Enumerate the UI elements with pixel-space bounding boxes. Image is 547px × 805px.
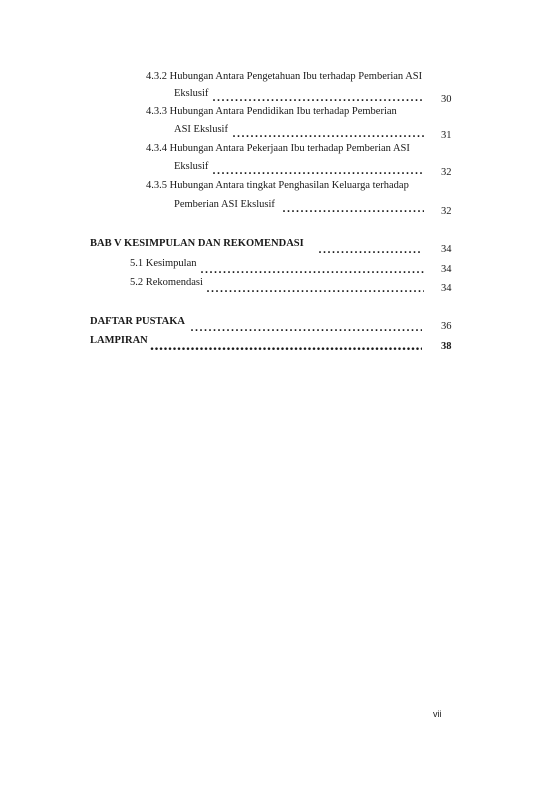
toc-chapter-bab-v: BAB V KESIMPULAN DAN REKOMENDASI <box>90 238 304 249</box>
toc-leader-dots <box>190 318 422 331</box>
toc-page-number: 32 <box>441 206 452 217</box>
toc-page-number: 30 <box>441 94 452 105</box>
toc-entry-4-3-2-line1: 4.3.2 Hubungan Antara Pengetahuan Ibu terhadap Pemberian ASI <box>146 71 423 82</box>
page-number: vii <box>433 709 442 719</box>
toc-entry-4-3-5-line1: 4.3.5 Hubungan Antara tingkat Penghasilan Keluarga terhadap <box>146 180 409 191</box>
toc-page-number: 34 <box>441 244 452 255</box>
toc-leader-dots <box>282 199 424 212</box>
toc-page-number: 34 <box>441 264 452 275</box>
toc-leader-dots <box>318 240 422 253</box>
toc-leader-dots <box>232 124 424 137</box>
toc-leader-dots <box>206 279 424 292</box>
toc-leader-dots <box>200 260 424 273</box>
toc-leader-dots <box>150 337 422 350</box>
toc-entry-4-3-4-line2: Ekslusif <box>174 161 209 172</box>
toc-lampiran: LAMPIRAN <box>90 335 148 346</box>
toc-daftar-pustaka: DAFTAR PUSTAKA <box>90 316 185 327</box>
toc-leader-dots <box>212 88 424 101</box>
toc-page-number: 38 <box>441 341 452 352</box>
toc-page-number: 32 <box>441 167 452 178</box>
toc-page-number: 36 <box>441 321 452 332</box>
toc-entry-4-3-3-line2: ASI Ekslusif <box>174 124 228 135</box>
toc-entry-4-3-2-line2: Ekslusif <box>174 88 209 99</box>
toc-entry-5-1: 5.1 Kesimpulan <box>130 258 197 269</box>
toc-entry-5-2: 5.2 Rekomendasi <box>130 277 203 288</box>
toc-page-number: 34 <box>441 283 452 294</box>
toc-page-number: 31 <box>441 130 452 141</box>
toc-entry-4-3-3-line1: 4.3.3 Hubungan Antara Pendidikan Ibu terhadap Pemberian <box>146 106 397 117</box>
toc-leader-dots <box>212 161 424 174</box>
toc-entry-4-3-5-line2: Pemberian ASI Ekslusif <box>174 199 275 210</box>
toc-entry-4-3-4-line1: 4.3.4 Hubungan Antara Pekerjaan Ibu terhadap Pemberian ASI <box>146 143 410 154</box>
